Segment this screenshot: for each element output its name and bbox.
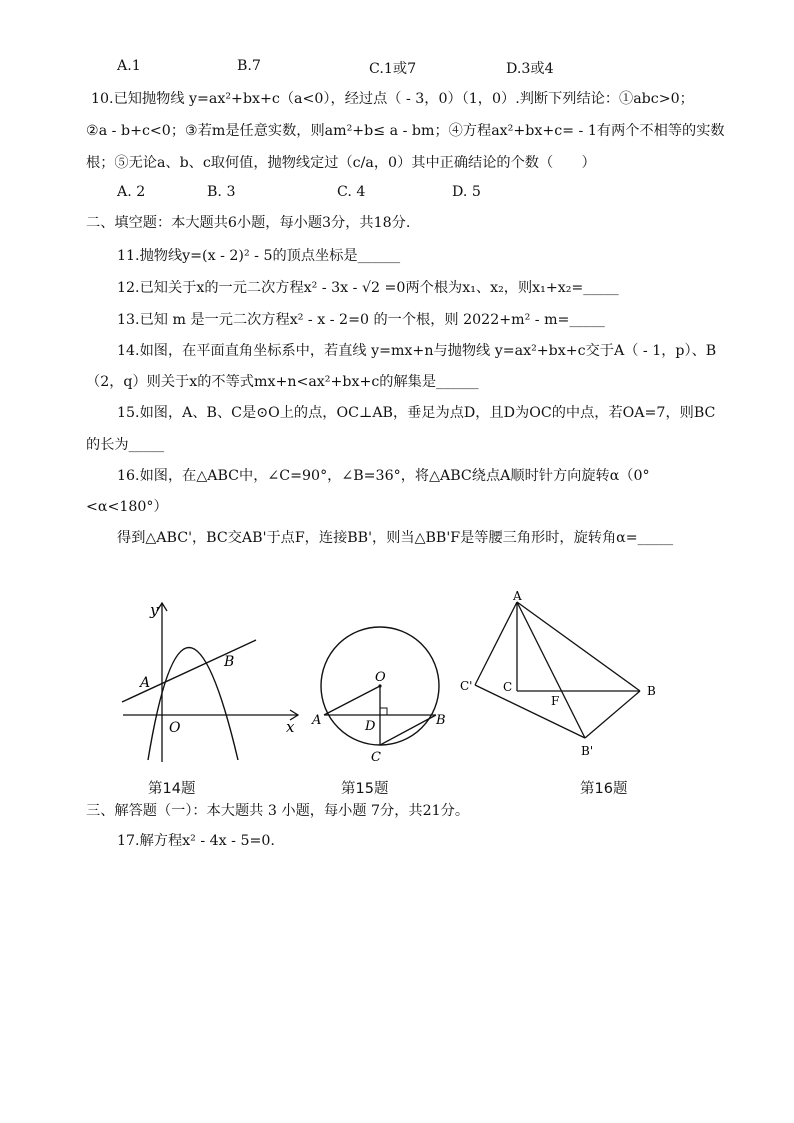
q14-line2: （2，q）则关于x的不等式mx+n<ax²+bx+c的解集是______ [86, 374, 479, 390]
fig16-label-b-prime: B' [581, 744, 594, 758]
q12: 12.已知关于x的一元二次方程x² - 3x - √2 =0两个根为x₁、x₂，则x₁+x₂=_____ [117, 280, 619, 296]
q17: 17.解方程x² - 4x - 5=0. [117, 833, 275, 849]
q9-option-a: A.1 [117, 58, 141, 74]
fig14-label-x: x [286, 718, 295, 736]
q10-option-c: C. 4 [337, 184, 366, 200]
fig15-label-o: O [375, 670, 386, 685]
q15-line1: 15.如图，A、B、C是⊙O上的点，OC⊥AB，垂足为点D，且D为OC的中点，若OA=7，则BC [117, 405, 716, 421]
fig15-caption: 第15题 [341, 781, 389, 797]
q16-line3: 得到△ABC'，BC交AB'于点F，连接BB'，则当△BB'F是等腰三角形时，旋转角α=_____ [117, 530, 674, 546]
q16-line1: 16.如图，在△ABC中，∠C=90°，∠B=36°，将△ABC绕点A顺时针方向旋转α（0° [117, 468, 650, 484]
fig14-caption: 第14题 [148, 781, 196, 797]
fig14-label-b: B [224, 654, 235, 670]
fig16-label-a: A [513, 589, 522, 603]
fig16-label-f: F [551, 694, 560, 708]
q10-option-d: D. 5 [452, 184, 481, 200]
fig16-label-c-prime: C' [460, 679, 473, 693]
q10-line3: 根；⑤无论a、b、c取何值，抛物线定过（c/a，0）其中正确结论的个数（ ） [86, 155, 596, 171]
fig16-caption: 第16题 [580, 781, 628, 797]
fig15-label-d: D [365, 719, 376, 734]
q9-option-d: D.3或4 [506, 61, 554, 77]
q10-option-a: A. 2 [117, 184, 146, 200]
q9-option-b: B.7 [237, 58, 261, 74]
q9-option-c: C.1或7 [369, 61, 417, 77]
fig16-label-b: B [647, 684, 656, 698]
section2-heading: 二、填空题：本大题共6小题，每小题3分，共18分. [86, 215, 411, 231]
figure-14 [110, 595, 310, 770]
figure-15 [305, 600, 455, 770]
q15-line2: 的长为_____ [86, 437, 165, 453]
fig14-label-o: O [169, 720, 181, 736]
q10-option-b: B. 3 [207, 184, 236, 200]
q10-line2: ②a - b+c<0；③若m是任意实数，则am²+b≤ a - bm；④方程ax²+bx+c= - 1有两个不相等的实数 [86, 123, 725, 139]
fig16-label-c: C [503, 680, 513, 694]
q13: 13.已知 m 是一元二次方程x² - x - 2=0 的一个根，则 2022+m² - m=_____ [117, 312, 605, 328]
section3-heading: 三、解答题（一）：本大题共 3 小题，每小题 7分，共21分。 [86, 803, 470, 819]
figure-16 [455, 585, 665, 770]
fig15-label-a: A [312, 713, 322, 728]
fig15-label-c: C [371, 750, 381, 765]
fig15-label-b: B [436, 713, 446, 728]
q14-line1: 14.如图，在平面直角坐标系中，若直线 y=mx+n与抛物线 y=ax²+bx+c交于A（ - 1，p）、B [117, 343, 717, 359]
q10-line1: 10.已知抛物线 y=ax²+bx+c（a<0），经过点（ - 3，0）（1，0）.判断下列结论：①abc>0； [91, 91, 694, 107]
fig14-label-a: A [140, 675, 151, 691]
q16-line2: <α<180°） [86, 499, 168, 515]
q11: 11.抛物线y=(x - 2)² - 5的顶点坐标是______ [117, 248, 401, 264]
fig14-label-y: y [150, 601, 159, 619]
